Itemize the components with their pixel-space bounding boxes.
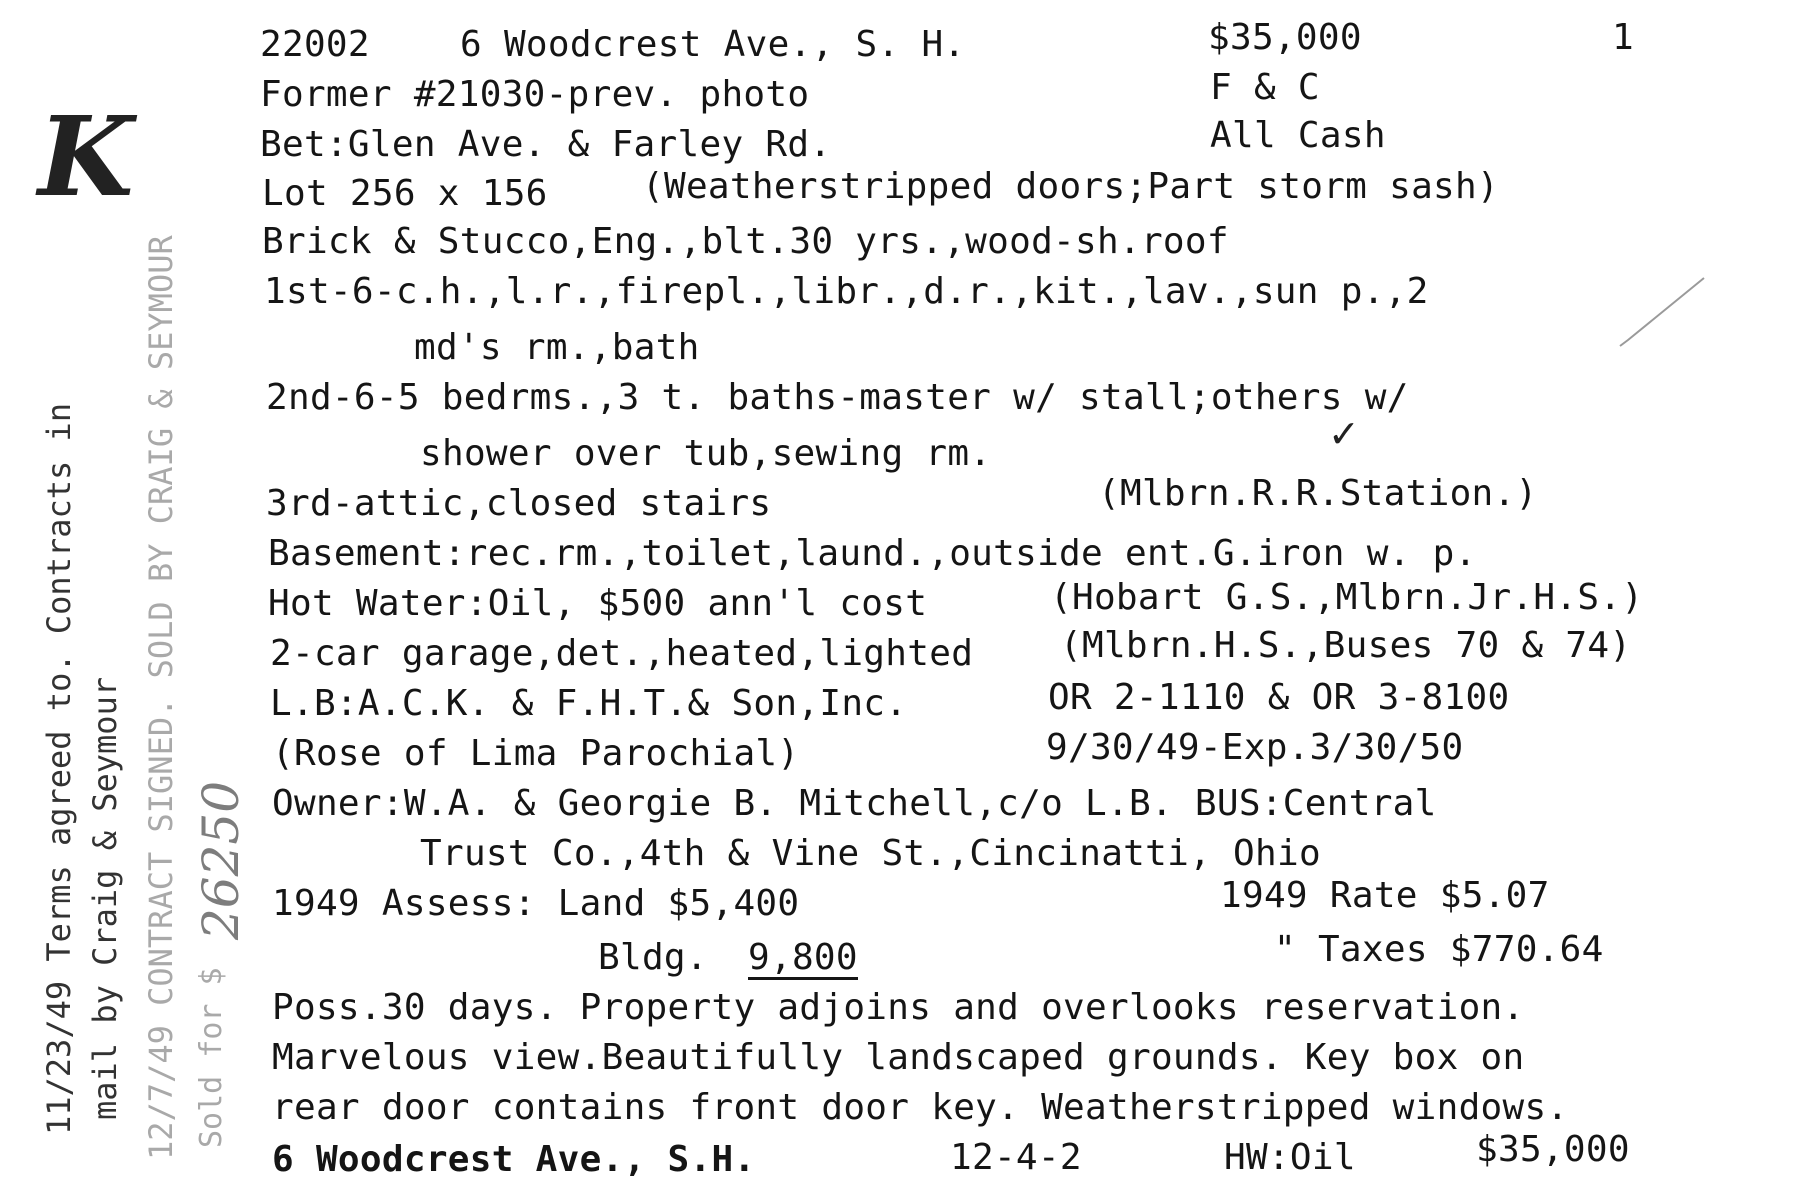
hot-water-line: Hot Water:Oil, $500 ann'l cost [268, 583, 928, 624]
owner-cont: Trust Co.,4th & Vine St.,Cincinatti, Ohio [420, 833, 1321, 874]
parochial-school: (Rose of Lima Parochial) [272, 733, 800, 774]
assessment-land: 1949 Assess: Land $5,400 [272, 883, 800, 924]
schools-note: (Hobart G.S.,Mlbrn.Jr.H.S.) [1050, 577, 1644, 618]
first-floor-line: 1st-6-c.h.,l.r.,firepl.,libr.,d.r.,kit.,lav.,sun p.,2 [264, 271, 1429, 312]
remarks-line-3: rear door contains front door key. Weatherstripped windows. [272, 1087, 1569, 1128]
construction-line: Brick & Stucco,Eng.,blt.30 yrs.,wood-sh.roof [262, 221, 1229, 262]
first-floor-cont: md's rm.,bath [414, 327, 700, 368]
handwritten-initial: K [38, 92, 134, 221]
garage-line: 2-car garage,det.,heated,lighted [270, 633, 974, 674]
check-mark: ✓ [1328, 412, 1360, 456]
tax-rate: 1949 Rate $5.07 [1220, 875, 1550, 916]
listing-dates: 9/30/49-Exp.3/30/50 [1046, 727, 1464, 768]
third-floor-line: 3rd-attic,closed stairs [266, 483, 772, 524]
former-listing: Former #21030-prev. photo [260, 74, 810, 115]
listing-number: 22002 [260, 24, 370, 65]
second-floor-line: 2nd-6-5 bedrms.,3 t. baths-master w/ stall;others w/ [266, 377, 1409, 418]
card-number: 1 [1612, 17, 1634, 58]
remarks-line-1: Poss.30 days. Property adjoins and overlooks reservation. [272, 987, 1525, 1028]
financing-terms: F & C [1210, 67, 1320, 108]
high-school-note: (Mlbrn.H.S.,Buses 70 & 74) [1060, 625, 1632, 666]
station-note: (Mlbrn.R.R.Station.) [1098, 473, 1538, 514]
terms-agreed-note: 11/23/49 Terms agreed to. Contracts in [40, 402, 78, 1135]
sold-for-amount: 26250 [192, 780, 250, 940]
second-floor-cont: shower over tub,sewing rm. [420, 433, 992, 474]
asking-price: $35,000 [1208, 17, 1362, 58]
footer-code: 12-4-2 [950, 1137, 1082, 1178]
pencil-stroke [1618, 272, 1708, 352]
cross-streets: Bet:Glen Ave. & Farley Rd. [260, 124, 832, 165]
lot-size: Lot 256 x 156 [262, 173, 548, 214]
listing-broker: L.B:A.C.K. & F.H.T.& Son,Inc. [270, 683, 908, 724]
assessment-building-label: Bldg. [598, 937, 708, 978]
footer-price: $35,000 [1476, 1129, 1630, 1170]
taxes-amount: " Taxes $770.64 [1274, 929, 1604, 970]
cash-terms: All Cash [1210, 115, 1386, 156]
property-address: 6 Woodcrest Ave., S. H. [460, 24, 966, 65]
remarks-line-2: Marvelous view.Beautifully landscaped grounds. Key box on [272, 1037, 1525, 1078]
lot-note: (Weatherstripped doors;Part storm sash) [642, 166, 1499, 207]
assessment-building-value: 9,800 [748, 937, 858, 978]
broker-phones: OR 2-1110 & OR 3-8100 [1048, 677, 1510, 718]
contract-signed-stamp: 12/7/49 CONTRACT SIGNED. SOLD BY CRAIG & SEYMOUR [142, 235, 180, 1160]
sold-for-label: Sold for $ [194, 967, 229, 1148]
footer-heat: HW:Oil [1224, 1137, 1356, 1178]
footer-address: 6 Woodcrest Ave., S.H. [272, 1139, 756, 1180]
basement-line: Basement:rec.rm.,toilet,laund.,outside ent.G.iron w. p. [268, 533, 1477, 574]
owner-line: Owner:W.A. & Georgie B. Mitchell,c/o L.B. BUS:Central [272, 783, 1437, 824]
mail-note: mail by Craig & Seymour [86, 676, 124, 1120]
